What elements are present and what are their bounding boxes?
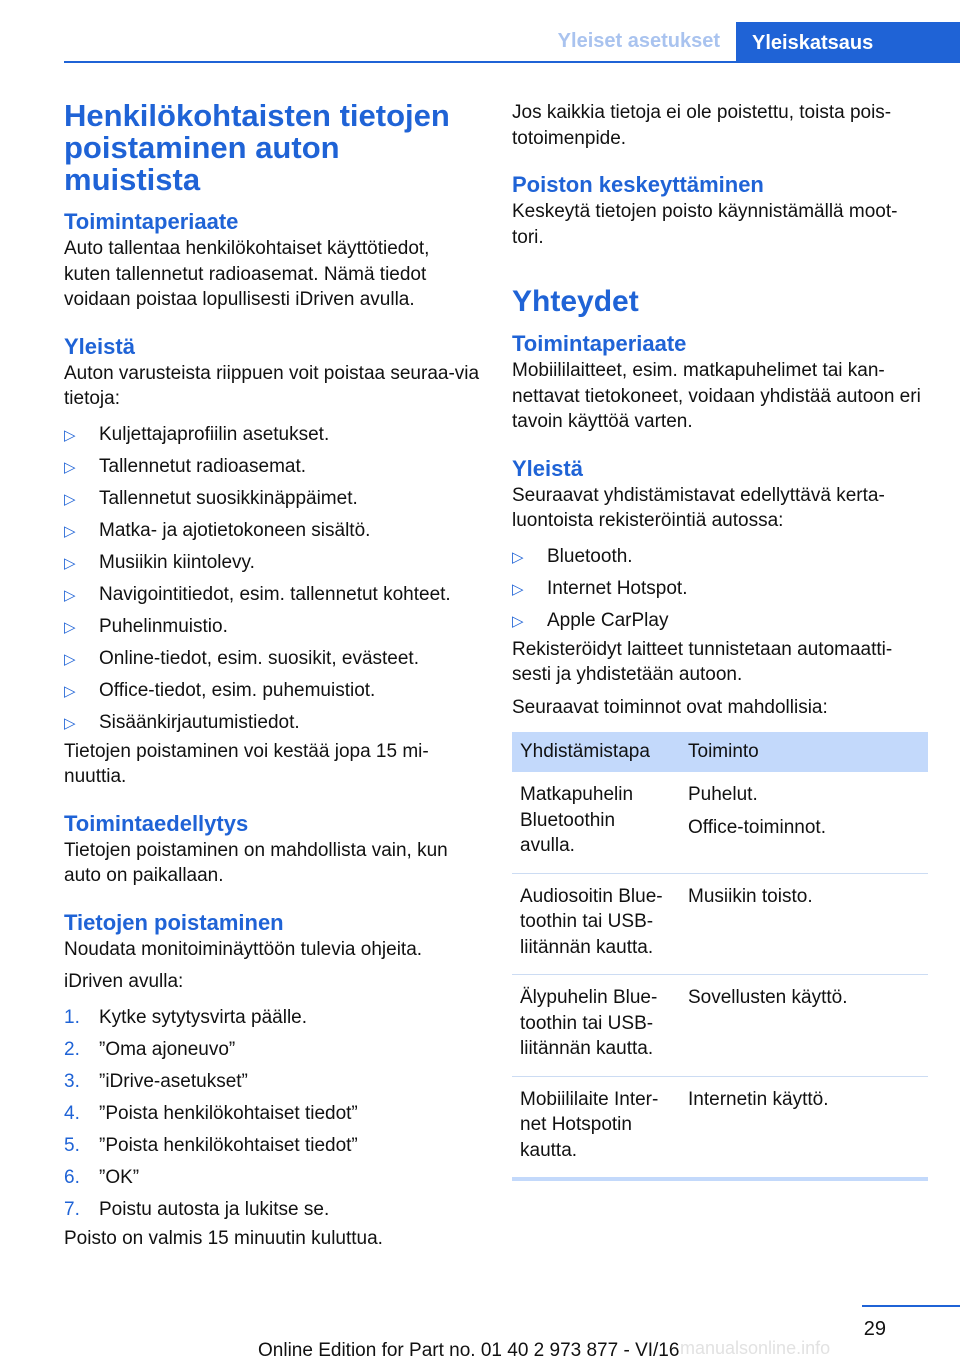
- list-item: [64, 1130, 480, 1162]
- edition-note: Online Edition for Part no. 01 40 2 973 877 - VI/16: [258, 1340, 680, 1361]
- section-title: Henkilökohtaisten tietojen poistaminen auton muistista: [64, 98, 450, 197]
- table-row: [512, 873, 928, 975]
- paragraph: Rekisteröidyt laitteet tunnistetaan automaatti-sesti ja yhdistetään autoon.: [512, 638, 893, 685]
- list-item: [64, 643, 480, 675]
- cell-line: Puhelut.: [688, 784, 758, 805]
- paragraph: Poisto on valmis 15 minuutin kuluttua.: [64, 1227, 383, 1249]
- list-item-text: Tallennetut radioasemat.: [99, 455, 307, 477]
- subheading: Yleistä: [64, 333, 135, 359]
- cell-line: Internetin käyttö.: [688, 1088, 829, 1110]
- table-cell: [680, 772, 928, 873]
- table-cell: [680, 975, 928, 1077]
- step-number: 7.: [64, 1198, 80, 1220]
- paragraph: Auton varusteista riippuen voit poistaa seuraa-via tietoja:: [64, 362, 480, 409]
- triangle-right-icon: ▷: [64, 458, 76, 476]
- footer-divider: [862, 1305, 960, 1307]
- subheading: Toimintaperiaate: [64, 209, 239, 234]
- tab-yleiskatsaus[interactable]: Yleiskatsaus: [736, 22, 960, 62]
- triangle-right-icon: ▷: [64, 426, 76, 444]
- subheading: Toimintaedellytys: [64, 810, 249, 836]
- list-item-text: Sisäänkirjautumistiedot.: [99, 711, 300, 733]
- list-item-text: ”OK”: [99, 1166, 140, 1188]
- triangle-right-icon: ▷: [64, 650, 76, 668]
- cell-line: Musiikin toisto.: [688, 885, 813, 907]
- watermark: manualsonline.info: [680, 1338, 831, 1358]
- header-divider: [64, 61, 960, 63]
- triangle-right-icon: ▷: [64, 682, 76, 700]
- triangle-right-icon: ▷: [512, 612, 524, 630]
- paragraph: Mobiililaitteet, esim. matkapuhelimet tai kan-nettavat tietokoneet, voidaan yhdistää autoon eri tavoin käyttöä varten.: [512, 360, 921, 432]
- list-item: [64, 675, 480, 707]
- list-item-text: Poistu autosta ja lukitse se.: [99, 1198, 330, 1220]
- list-item: [64, 1066, 480, 1098]
- cell-line: Office-toiminnot.: [688, 816, 826, 838]
- triangle-right-icon: ▷: [64, 522, 76, 540]
- numbered-list: [64, 1002, 480, 1226]
- list-item-text: ”Oma ajoneuvo”: [99, 1038, 236, 1060]
- list-item-text: Apple CarPlay: [547, 609, 669, 631]
- triangle-right-icon: ▷: [64, 490, 76, 508]
- step-number: 3.: [64, 1070, 80, 1092]
- bullet-list: [64, 419, 480, 739]
- connections-table: [512, 732, 928, 1178]
- list-item-text: Musiikin kiintolevy.: [99, 551, 255, 573]
- list-item-text: Office-tiedot, esim. puhemuistiot.: [99, 679, 376, 701]
- step-number: 1.: [64, 1006, 80, 1028]
- page-header: [0, 0, 960, 62]
- triangle-right-icon: ▷: [64, 618, 76, 636]
- tab-yleiset-asetukset[interactable]: Yleiset asetukset: [557, 30, 720, 52]
- triangle-right-icon: ▷: [64, 714, 76, 732]
- subheading: Poiston keskeyttäminen: [512, 172, 764, 197]
- right-column: [512, 100, 928, 1181]
- triangle-right-icon: ▷: [64, 554, 76, 572]
- paragraph: Seuraavat yhdistämistavat edellyttävä kerta-luontoista rekisteröintiä autossa:: [512, 484, 885, 531]
- list-item: [64, 707, 480, 739]
- table-row: [512, 1076, 928, 1178]
- list-item: [64, 451, 480, 483]
- step-number: 2.: [64, 1038, 80, 1060]
- step-number: 5.: [64, 1134, 80, 1156]
- list-item: [512, 605, 928, 637]
- list-item: [64, 611, 480, 643]
- list-item: [64, 1194, 480, 1226]
- table-row: [512, 772, 928, 873]
- page-number: 29: [863, 1318, 886, 1340]
- table-row: [512, 975, 928, 1077]
- list-item: [64, 1034, 480, 1066]
- list-item: [64, 579, 480, 611]
- table-cell: Audiosoitin Blue-toothin tai USB-liitännän kautta.: [512, 873, 680, 975]
- list-item-text: Bluetooth.: [547, 545, 633, 567]
- triangle-right-icon: ▷: [64, 586, 76, 604]
- bullet-list: [512, 541, 928, 637]
- paragraph: Jos kaikkia tietoja ei ole poistettu, toista pois-totoimenpide.: [512, 102, 892, 149]
- list-item-text: Matka- ja ajotietokoneen sisältö.: [99, 519, 371, 541]
- list-item-text: Kuljettajaprofiilin asetukset.: [99, 423, 330, 445]
- step-number: 4.: [64, 1102, 80, 1124]
- list-item-text: Navigointitiedot, esim. tallennetut kohteet.: [99, 583, 451, 605]
- paragraph: Tietojen poistaminen voi kestää jopa 15 mi-nuuttia.: [64, 740, 429, 787]
- table-cell: [680, 1076, 928, 1178]
- column-header: Toiminto: [680, 732, 928, 772]
- list-item-text: Online-tiedot, esim. suosikit, evästeet.: [99, 647, 419, 669]
- list-item: [64, 1162, 480, 1194]
- step-number: 6.: [64, 1166, 80, 1188]
- list-item: [64, 1002, 480, 1034]
- table-cell: Mobiililaite Inter-net Hotspotin kautta.: [512, 1076, 680, 1178]
- list-item-text: Internet Hotspot.: [547, 577, 688, 599]
- triangle-right-icon: ▷: [512, 580, 524, 598]
- list-item: [64, 483, 480, 515]
- table-cell: Matkapuhelin Bluetoothin avulla.: [512, 772, 680, 873]
- list-item: [64, 515, 480, 547]
- left-column: [64, 100, 480, 1258]
- list-item-text: Tallennetut suosikkinäppäimet.: [99, 487, 358, 509]
- paragraph: iDriven avulla:: [64, 971, 184, 992]
- list-item: [64, 1098, 480, 1130]
- table-header-row: [512, 732, 928, 772]
- list-item-text: ”Poista henkilökohtaiset tiedot”: [99, 1102, 358, 1124]
- table-cell: [680, 873, 928, 975]
- paragraph: Keskeytä tietojen poisto käynnistämällä moot-tori.: [512, 201, 898, 248]
- list-item-text: Puhelinmuistio.: [99, 615, 228, 637]
- paragraph: Noudata monitoiminäyttöön tulevia ohjeita.: [64, 938, 423, 960]
- list-item: [512, 541, 928, 573]
- cell-line: Sovellusten käyttö.: [688, 987, 848, 1008]
- table-cell: Älypuhelin Blue-toothin tai USB-liitännän kautta.: [512, 975, 680, 1077]
- list-item-text: ”Poista henkilökohtaiset tiedot”: [99, 1134, 358, 1156]
- table-bottom-rule: [512, 1177, 928, 1181]
- subheading: Yleistä: [512, 455, 583, 481]
- list-item-text: Kytke sytytysvirta päälle.: [99, 1006, 308, 1028]
- list-item: [64, 419, 480, 451]
- subheading: Toimintaperiaate: [512, 331, 687, 356]
- subheading: Tietojen poistaminen: [64, 909, 284, 935]
- list-item: [512, 573, 928, 605]
- paragraph: Auto tallentaa henkilökohtaiset käyttötiedot, kuten tallennetut radioasemat. Nämä tiedot voidaan poistaa lopullisesti iDriven avulla.: [64, 238, 430, 310]
- section-title: Yhteydet: [512, 285, 639, 318]
- paragraph: Seuraavat toiminnot ovat mahdollisia:: [512, 696, 828, 718]
- triangle-right-icon: ▷: [512, 548, 524, 566]
- list-item-text: ”iDrive-asetukset”: [99, 1070, 248, 1092]
- list-item: [64, 547, 480, 579]
- column-header: Yhdistämistapa: [512, 732, 680, 772]
- paragraph: Tietojen poistaminen on mahdollista vain, kun auto on paikallaan.: [64, 839, 448, 886]
